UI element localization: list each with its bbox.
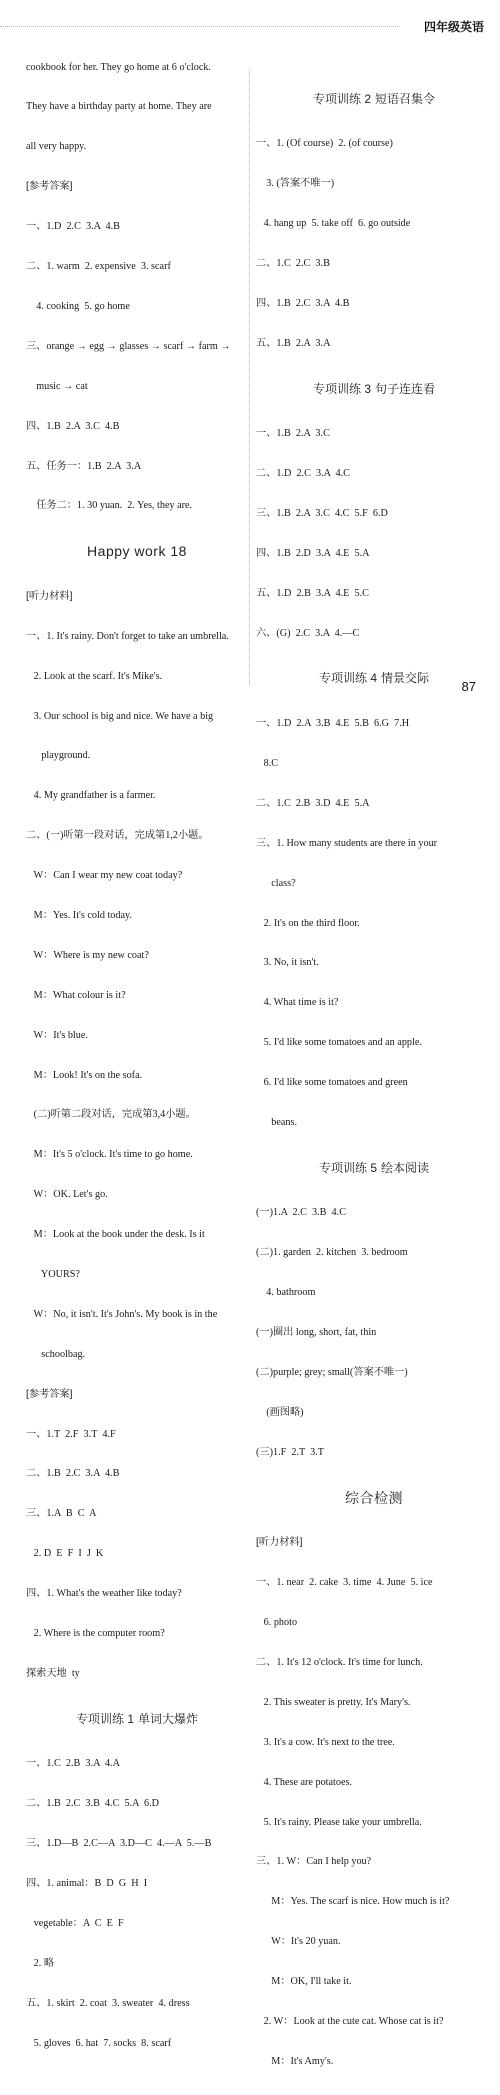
text-line: 三、1. How many students are there in your — [256, 837, 438, 849]
section-number: 专项训练 1 — [75, 1711, 134, 1726]
text-line: 5. I'd like some tomatoes and an apple. — [256, 1037, 422, 1049]
text-line: 8.C — [256, 757, 279, 769]
text-line: 4. bathroom — [256, 1287, 316, 1299]
section-title-training-4 — [256, 669, 492, 688]
text-line: 四、1. What's the weather like today? — [26, 1588, 182, 1600]
text-line: 三、1.B 2.A 3.C 4.C 5.F 6.D — [256, 507, 388, 519]
column-divider — [249, 70, 250, 685]
grade-tag: 四年级英语 — [423, 20, 484, 34]
text-line: W：It's 20 yuan. — [256, 1936, 341, 1948]
text-line: cookbook for her. They go home at 6 o'clock. — [26, 61, 211, 73]
text-line: 二、1. It's 12 o'clock. It's time for lunch. — [256, 1656, 423, 1668]
text-line: They have a birthday party at home. They are — [26, 101, 212, 113]
text-line: 五、任务一：1.B 2.A 3.A — [26, 460, 142, 472]
text-line: 二、1.B 2.C 3.B 4.C 5.A 6.D — [26, 1798, 160, 1810]
text-line: 三、1.D—B 2.C—A 3.D—C 4.—A 5.—B — [26, 1838, 212, 1850]
text-line: W：OK. Let's go. — [26, 1189, 108, 1201]
text-line: YOURS? — [26, 1269, 80, 1281]
text-line: beans. — [256, 1116, 298, 1128]
text-line: (二)1. garden 2. kitchen 3. bedroom — [256, 1247, 408, 1259]
right-column — [256, 60, 492, 2095]
text-line: 4. My grandfather is a farmer. — [26, 790, 156, 802]
section-name: 情景交际 — [381, 671, 430, 686]
section-name: 单词大爆炸 — [138, 1711, 199, 1726]
text-line: M：OK, I'll take it. — [256, 1976, 352, 1988]
text-line: 三、orange → egg → glasses → scarf → farm → — [26, 340, 231, 352]
text-line: 3. No, it isn't. — [256, 957, 319, 969]
text-line: 二、(一)听第一段对话，完成第1,2小题。 — [26, 830, 209, 842]
section-title-comprehensive: 综合检测 — [345, 1489, 403, 1506]
text-line: music → cat — [26, 380, 88, 392]
text-line: M：Look at the book under the desk. Is it — [26, 1229, 205, 1241]
text-line: 3. (答案不唯一) — [256, 178, 335, 190]
text-line: 一、1. It's rainy. Don't forget to take an umbrella. — [26, 630, 229, 642]
text-line: 一、1.D 2.A 3.B 4.E 5.B 6.G 7.H — [256, 718, 410, 730]
text-line: 五、1.B 2.A 3.A — [256, 337, 331, 349]
section-number: 专项训练 4 — [318, 671, 377, 686]
text-line: 2. D E F I J K — [26, 1548, 104, 1560]
section-title-training-3 — [256, 380, 492, 399]
text-line: 2. This sweater is pretty. It's Mary's. — [256, 1696, 411, 1708]
text-line: M：Yes. It's cold today. — [26, 910, 132, 921]
listening-label: [听力材料] — [256, 1537, 303, 1549]
section-title-happy-work: Happy work 18 — [87, 543, 187, 560]
text-line: schoolbag. — [26, 1348, 86, 1360]
text-line: 五、1.D 2.B 3.A 4.E 5.C — [256, 587, 369, 599]
text-line: 4. What time is it? — [256, 997, 339, 1009]
text-line: M：Look! It's on the sofa. — [26, 1069, 143, 1081]
text-line: 2. Where is the computer room? — [26, 1628, 165, 1640]
text-line: (一)圈出 long, short, fat, thin — [256, 1327, 377, 1339]
text-line: class? — [256, 877, 296, 889]
text-line: 2. Look at the scarf. It's Mike's. — [26, 670, 163, 682]
text-line: 一、1. (Of course) 2. (of course) — [256, 138, 393, 150]
text-line: 6. photo — [256, 1617, 298, 1629]
section-number: 专项训练 5 — [318, 1160, 377, 1175]
text-line: 一、1.D 2.C 3.A 4.B — [26, 221, 120, 233]
page-number: 87 — [461, 679, 476, 694]
text-line: vegetable：A C E F — [26, 1917, 124, 1929]
text-line: 一、1.C 2.B 3.A 4.A — [26, 1758, 120, 1770]
text-line: (画图略) — [256, 1406, 304, 1418]
text-line: 任务二：1. 30 yuan. 2. Yes, they are. — [26, 500, 193, 512]
section-name: 句子连连看 — [375, 381, 436, 396]
text-line: 五、1. skirt 2. coat 3. sweater 4. dress — [26, 1997, 190, 2009]
section-title-training-2 — [256, 90, 492, 109]
text-line: 探索天地 ty — [26, 1667, 80, 1679]
text-line: 5. It's rainy. Please take your umbrella. — [256, 1816, 422, 1828]
section-number: 专项训练 3 — [312, 381, 371, 396]
text-line: playground. — [26, 750, 91, 762]
text-line: 一、1.T 2.F 3.T 4.F — [26, 1428, 116, 1440]
text-line: 二、1.D 2.C 3.A 4.C — [256, 468, 350, 480]
text-line: 二、1.C 2.C 3.B — [256, 257, 330, 269]
text-line: 3. Our school is big and nice. We have a big — [26, 710, 214, 722]
text-line: (一)1.A 2.C 3.B 4.C — [256, 1207, 346, 1219]
text-line: 5. gloves 6. hat 7. socks 8. scarf — [26, 2037, 172, 2049]
top-divider — [0, 26, 400, 27]
text-line: 四、1.B 2.D 3.A 4.E 5.A — [256, 547, 370, 559]
text-line: 二、1.B 2.C 3.A 4.B — [26, 1468, 120, 1480]
text-line: 四、1.B 2.C 3.A 4.B — [256, 297, 350, 309]
text-line: 2. W：Look at the cute cat. Whose cat is it? — [256, 2015, 444, 2027]
text-line: 2. 略 — [26, 1957, 55, 1969]
answer-label: [参考答案] — [26, 1388, 73, 1400]
text-line: 三、1. W：Can I help you? — [256, 1856, 372, 1868]
text-line: 一、1. near 2. cake 3. time 4. June 5. ice — [256, 1577, 433, 1589]
text-line: 一、1.B 2.A 3.C — [256, 428, 330, 440]
text-line: (三)1.F 2.T 3.T — [256, 1446, 325, 1458]
text-line: 六、(G) 2.C 3.A 4.—C — [256, 627, 360, 639]
section-title-training-5 — [256, 1159, 492, 1178]
text-line: 二、1. warm 2. expensive 3. scarf — [26, 261, 171, 273]
text-line: W：Can I wear my new coat today? — [26, 870, 183, 882]
text-line: M：It's Amy's. — [256, 2055, 334, 2067]
section-number: 专项训练 2 — [312, 91, 371, 106]
section-name: 短语召集令 — [375, 91, 436, 106]
answer-label: [参考答案] — [26, 181, 73, 193]
text-line: 4. These are potatoes. — [256, 1776, 352, 1788]
text-line: (二)听第二段对话，完成第3,4小题。 — [26, 1109, 196, 1121]
text-line: M：It's 5 o'clock. It's time to go home. — [26, 1149, 193, 1161]
section-title-training-1 — [26, 1710, 248, 1729]
text-line: W：Where is my new coat? — [26, 949, 149, 961]
text-line: 四、1.B 2.A 3.C 4.B — [26, 420, 120, 432]
text-line: 三、1.A B C A — [26, 1508, 97, 1520]
text-line: 4. hang up 5. take off 6. go outside — [256, 217, 411, 229]
text-line: 二、1.C 2.B 3.D 4.E 5.A — [256, 797, 370, 809]
listening-label: [听力材料] — [26, 590, 73, 602]
section-name: 绘本阅读 — [381, 1160, 430, 1175]
text-line: 3. It's a cow. It's next to the tree. — [256, 1736, 395, 1748]
text-line: W：No, it isn't. It's John's. My book is in the — [26, 1308, 218, 1320]
text-line: M：Yes. The scarf is nice. How much is it? — [256, 1896, 450, 1908]
left-column — [26, 34, 248, 2077]
text-line: 4. cooking 5. go home — [26, 300, 130, 312]
text-line: W：It's blue. — [26, 1029, 88, 1041]
text-line: M：What colour is it? — [26, 989, 126, 1001]
text-line: 2. It's on the third floor. — [256, 917, 360, 929]
text-line: 6. I'd like some tomatoes and green — [256, 1077, 408, 1089]
text-line: (二)purple; grey; small(答案不唯一) — [256, 1367, 408, 1379]
text-line: 四、1. animal：B D G H I — [26, 1878, 148, 1890]
text-line: all very happy. — [26, 141, 87, 153]
